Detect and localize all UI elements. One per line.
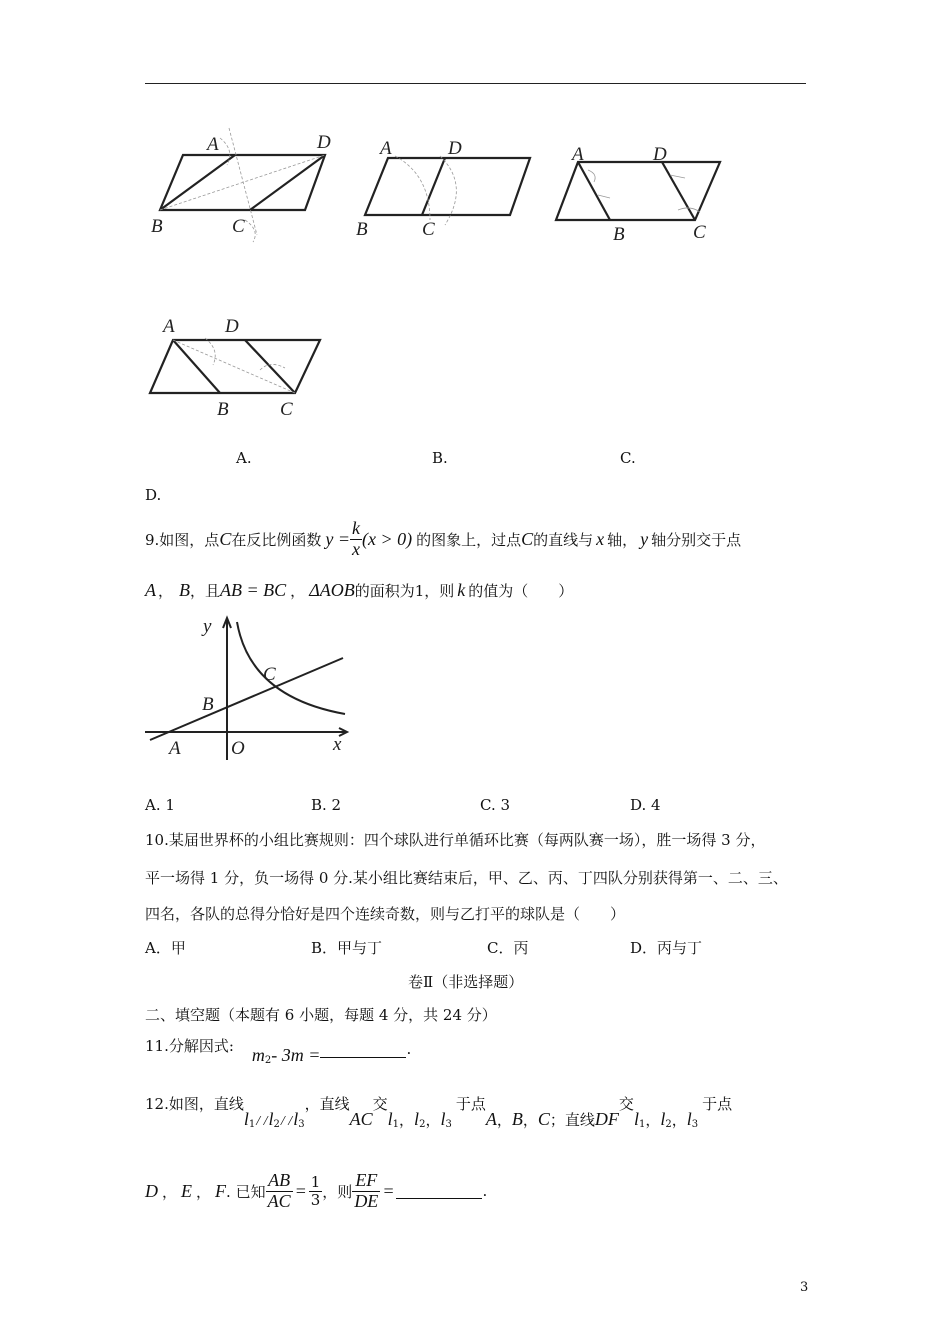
q12-frac1-num: AB: [266, 1171, 293, 1192]
q12-end: .: [482, 1182, 488, 1200]
header-rule: [145, 83, 806, 84]
q9-point-c2: C: [521, 528, 534, 549]
q12-l3b: l: [440, 1109, 446, 1129]
q11-sup: 2: [264, 1055, 272, 1066]
q9-fig-label-c: C: [263, 664, 276, 685]
q8a-label-b: B: [151, 216, 163, 237]
page-number: 3: [800, 1280, 809, 1295]
q8-figure-b: [350, 130, 545, 245]
q8-option-a: A.: [236, 449, 252, 467]
q8b-label-d: D: [448, 138, 462, 159]
q12-df: DF: [594, 1109, 619, 1129]
q8d-label-c: C: [280, 399, 293, 420]
q12-fraction-ab-ac: [266, 1171, 293, 1212]
q12-f: F: [215, 1180, 227, 1201]
q12-b: B: [511, 1109, 523, 1129]
q9-point-a: A: [145, 579, 156, 600]
q12-l1-sub: 1: [248, 1119, 256, 1130]
q12-eq2: =: [382, 1180, 395, 1201]
q9-equation: AB = BC: [220, 579, 287, 600]
q9-fig-label-a: A: [169, 738, 181, 759]
q12-l2-sub: 2: [273, 1119, 280, 1130]
q9-option-a: A. 1: [145, 796, 175, 814]
q12-sep1: / /: [256, 1114, 268, 1129]
q12-ze: ，则: [322, 1182, 353, 1201]
q9-text-h: 的值为（ ）: [468, 581, 574, 600]
q12-sep2: / /: [280, 1114, 293, 1129]
q9-fig-label-x: x: [333, 734, 342, 755]
q12-answer-blank[interactable]: [396, 1184, 482, 1199]
q9-prefix: 9.如图，点: [145, 530, 220, 549]
q9-stem-line1: [145, 516, 741, 562]
q11-m: m: [251, 1045, 265, 1065]
q8b-label-c: C: [422, 219, 435, 240]
q11-stem: [145, 1036, 411, 1066]
q8-figure-c: [550, 140, 730, 245]
q12-l1b: l: [387, 1109, 393, 1129]
q12-frac1-den: AC: [267, 1190, 291, 1211]
q12-l2b: l: [414, 1109, 420, 1129]
q9-triangle: ΔAOB: [309, 579, 355, 600]
q12-c: C: [537, 1109, 550, 1129]
q12-ac: AC: [349, 1109, 373, 1129]
q12-l3c: l: [686, 1109, 692, 1129]
q12-d: D: [145, 1180, 158, 1201]
q9-option-c: C. 3: [480, 796, 511, 814]
q12-l1c-sub: 1: [638, 1119, 646, 1130]
section-header: 二、填空题（本题有 6 小题，每题 4 分，共 24 分）: [145, 1006, 497, 1024]
q12-l3c-sub: 3: [691, 1119, 699, 1130]
q8-option-b: B.: [432, 449, 448, 467]
q10-option-b: B．甲与丁: [311, 939, 383, 957]
q12-a: A: [485, 1109, 497, 1129]
q9-text-f: ，且: [190, 581, 221, 600]
q9-domain: (x > 0): [361, 528, 413, 549]
q12-l1: l: [243, 1109, 249, 1129]
q9-fig-label-y: y: [203, 616, 212, 637]
q12-l1b-sub: 1: [392, 1119, 400, 1130]
q10-stem-line3: 四名，各队的总得分恰好是四个连续奇数，则与乙打平的球队是（ ）: [145, 905, 626, 923]
q11-answer-blank[interactable]: [320, 1043, 406, 1058]
q12-l2c: l: [660, 1109, 666, 1129]
q8b-label-b: B: [356, 219, 368, 240]
q12-l3b-sub: 3: [445, 1119, 452, 1130]
q12-text-b: ；直线: [549, 1111, 595, 1129]
q9-text-b: 的图象上，过点: [416, 530, 522, 549]
q8-figure-a: [145, 120, 345, 245]
q8d-label-b: B: [217, 399, 229, 420]
q8c-label-a: A: [572, 144, 584, 165]
q8d-label-d: D: [225, 316, 239, 337]
q8a-label-c: C: [232, 216, 245, 237]
q11-end: .: [406, 1040, 412, 1058]
q8-figure-d: [145, 310, 335, 425]
q12-jiao2: 交: [618, 1095, 634, 1113]
q9-point-b: B: [179, 579, 191, 600]
q9-fraction: [350, 519, 362, 560]
q9-func-lhs: y =: [325, 528, 350, 549]
q12-stem-line2: D ， E ， F . 已知 $\frac{AB}{AC}$ = $\frac{1}{3}$ ，则 $\frac{EF}{DE}$ = .: [145, 1169, 488, 1211]
q8c-label-d: D: [653, 144, 667, 165]
q12-jiao: 交: [372, 1095, 388, 1113]
q8c-label-b: B: [613, 224, 625, 245]
q10-option-d: D．丙与丁: [630, 939, 703, 957]
q9-fig-label-b: B: [202, 694, 214, 715]
q12-frac2-num: 1: [310, 1173, 321, 1191]
q11-prefix: 11.分解因式:: [145, 1037, 234, 1055]
q12-yizhi: . 已知: [226, 1182, 266, 1201]
q12-l1c: l: [633, 1109, 639, 1129]
q12-stem-line1: 12.如图，直线 l 1 / / l 2 / / l 3 ，直线 AC 交 l 1 ， l 2 ， l 3 于点 A ， B ， C ；直线 DF 交 l 1 ， l 2 ， l 3 于点: [145, 1095, 733, 1130]
q12-fraction-one-third: [309, 1174, 323, 1208]
q12-frac3-den: DE: [354, 1190, 379, 1211]
q9-stem-line2: A ， B ，且 AB = BC ， ΔAOB 的面积为1，则 k 的值为（ ）: [145, 579, 574, 600]
q9-option-b: B. 2: [311, 796, 342, 814]
q10-option-c: C．丙: [487, 939, 529, 957]
q12-frac3-num: EF: [352, 1171, 380, 1192]
q12-l3: l: [293, 1109, 299, 1129]
q9-text-d: 轴，: [607, 530, 638, 549]
q10-option-a: A．甲: [145, 939, 186, 957]
q12-yudian2: 于点: [702, 1095, 733, 1113]
q12-frac2-den: 3: [310, 1190, 321, 1209]
q9-point-c: C: [219, 528, 232, 549]
q8a-label-a: A: [207, 134, 219, 155]
q12-l2b-sub: 2: [419, 1119, 426, 1130]
q12-yudian: 于点: [455, 1095, 486, 1113]
q9-text-e: 轴分别交于点: [651, 530, 742, 549]
q8-option-c: C.: [620, 449, 636, 467]
q8b-label-a: A: [380, 138, 392, 159]
q11-rest: - 3m =: [271, 1045, 321, 1065]
q9-x: x: [596, 528, 605, 549]
q9-fig-label-o: O: [231, 738, 245, 759]
q10-stem-line1: 10.某届世界杯的小组比赛规则：四个球队进行单循环比赛（每两队赛一场），胜一场得 3 分，: [145, 831, 766, 849]
q12-l2c-sub: 2: [665, 1119, 672, 1130]
q8c-label-c: C: [693, 222, 706, 243]
q12-e: E: [181, 1180, 193, 1201]
q12-prefix: 12.如图，直线: [145, 1095, 244, 1113]
q9-frac-num: k: [351, 517, 360, 538]
q9-text-a: 在反比例函数: [231, 530, 322, 549]
q9-text-c: 的直线与: [533, 530, 594, 549]
q9-k: k: [457, 579, 466, 600]
q10-stem-line2: 平一场得 1 分，负一场得 0 分.某小组比赛结束后，甲、乙、丙、丁四队分别获得第一、二、三、: [145, 869, 788, 887]
q8-option-d: D.: [145, 486, 162, 504]
q9-y: y: [640, 528, 649, 549]
q12-l3-sub: 3: [298, 1119, 305, 1130]
q9-frac-den: x: [351, 538, 360, 559]
q12-fraction-ef-de: [352, 1171, 380, 1212]
section-title: 卷Ⅱ（非选择题）: [408, 973, 524, 991]
q12-text-a: ，直线: [304, 1095, 350, 1113]
q8a-label-d: D: [317, 132, 331, 153]
q9-text-g: 的面积为1，则: [354, 581, 455, 600]
q12-l2: l: [268, 1109, 274, 1129]
q12-eq1: =: [294, 1180, 307, 1201]
q9-option-d: D. 4: [630, 796, 661, 814]
q9-figure: [145, 612, 360, 762]
q8d-label-a: A: [163, 316, 175, 337]
